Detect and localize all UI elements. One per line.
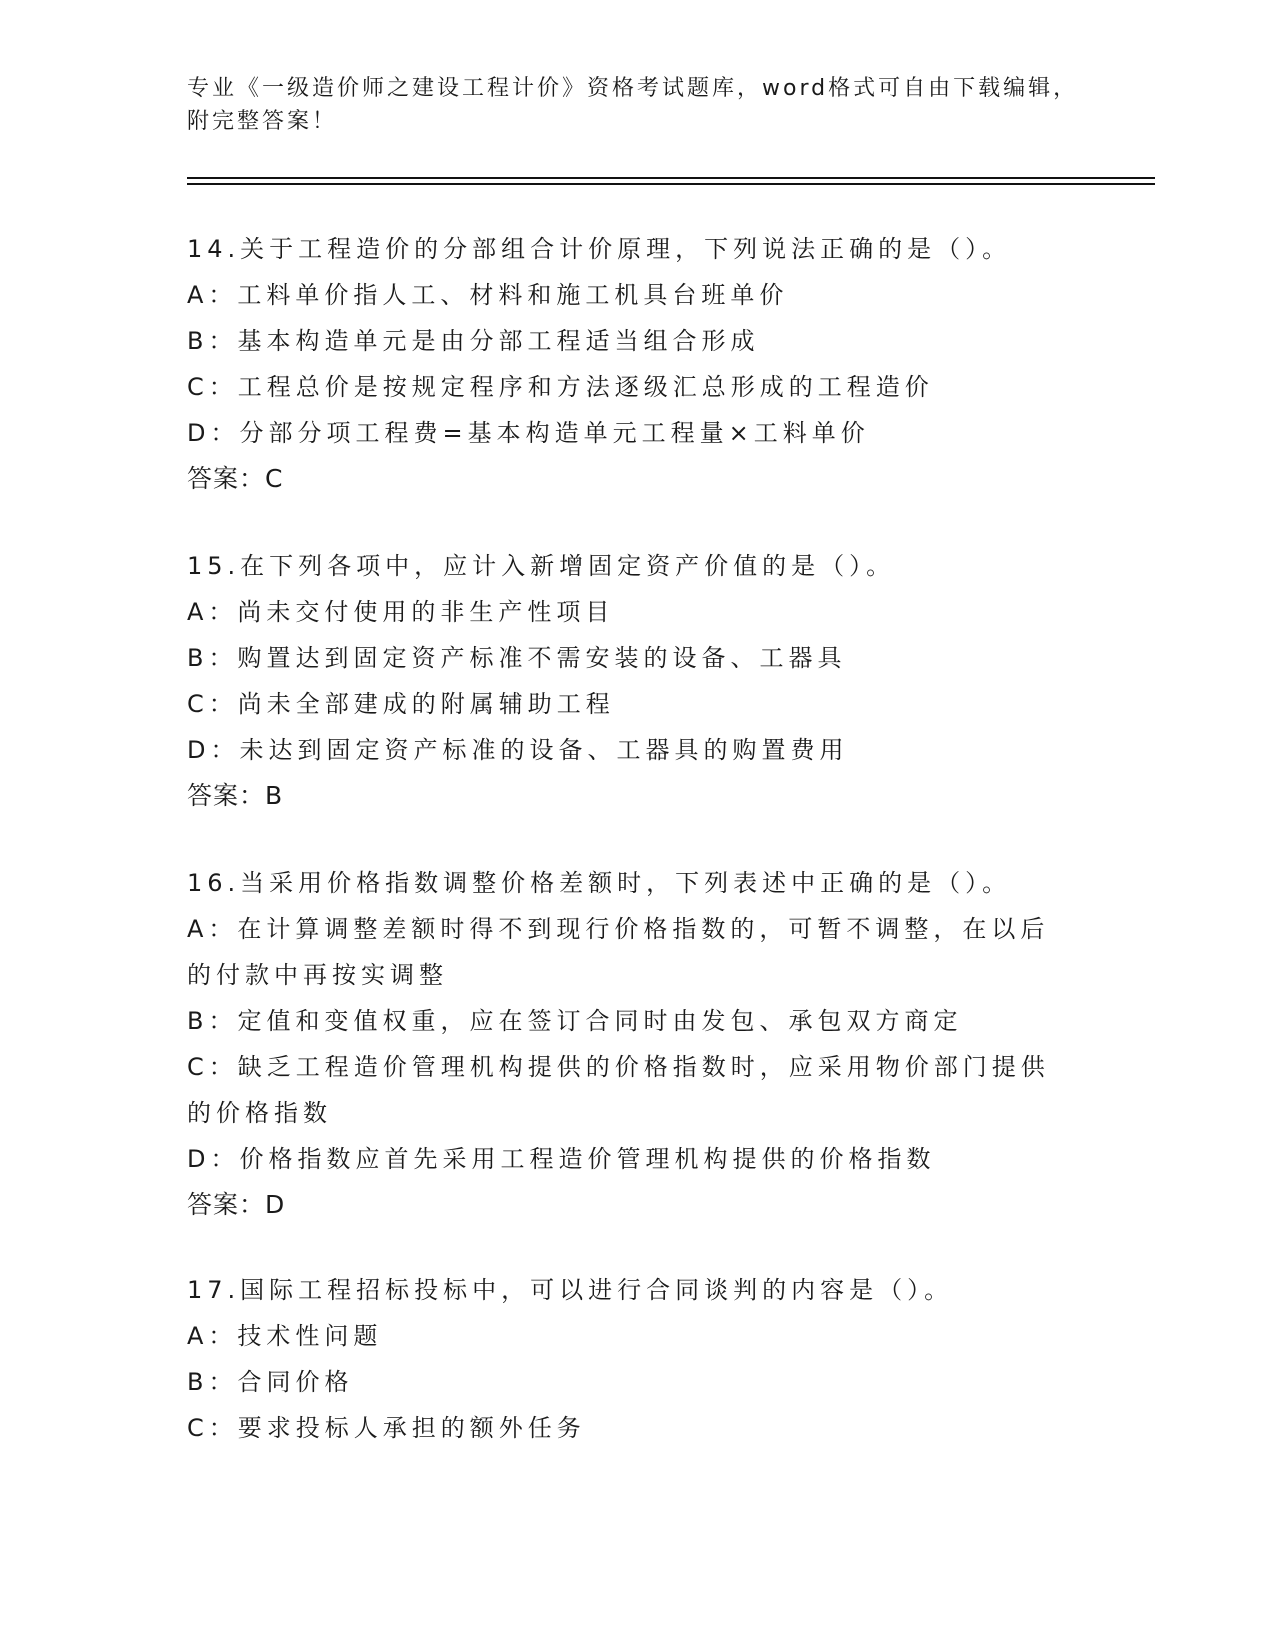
option-a: A：工料单价指人工、材料和施工机具台班单价 xyxy=(187,281,789,309)
option-c: C：缺乏工程造价管理机构提供的价格指数时，应采用物价部门提供的价格指数 xyxy=(187,1053,1050,1127)
option-b: B：合同价格 xyxy=(187,1368,354,1396)
question-16 xyxy=(187,860,1067,1228)
option-a: A：技术性问题 xyxy=(187,1322,383,1350)
option-c: C：尚未全部建成的附属辅助工程 xyxy=(187,690,615,718)
header-line-1: 专业《一级造价师之建设工程计价》资格考试题库，word格式可自由下载编辑， xyxy=(187,76,1079,101)
question-stem: 16.当采用价格指数调整价格差额时，下列表述中正确的是（）。 xyxy=(187,869,1012,897)
option-d: D：价格指数应首先采用工程造价管理机构提供的价格指数 xyxy=(187,1145,936,1173)
question-stem: 15.在下列各项中，应计入新增固定资产价值的是（）。 xyxy=(187,552,896,580)
option-d: D：未达到固定资产标准的设备、工器具的购置费用 xyxy=(187,736,849,764)
option-d: D：分部分项工程费=基本构造单元工程量×工料单价 xyxy=(187,419,870,447)
answer: 答案：C xyxy=(187,464,284,493)
question-17 xyxy=(187,1267,1087,1451)
answer: 答案：D xyxy=(187,1190,286,1219)
question-15 xyxy=(187,543,1087,819)
option-b: B：定值和变值权重，应在签订合同时由发包、承包双方商定 xyxy=(187,1007,963,1035)
question-stem: 14.关于工程造价的分部组合计价原理，下列说法正确的是（）。 xyxy=(187,235,1012,263)
document-header xyxy=(187,72,1087,138)
question-14 xyxy=(187,226,1087,502)
header-divider-top xyxy=(187,177,1155,179)
question-stem: 17.国际工程招标投标中，可以进行合同谈判的内容是（）。 xyxy=(187,1276,954,1304)
option-a: A：在计算调整差额时得不到现行价格指数的，可暂不调整，在以后的付款中再按实调整 xyxy=(187,915,1050,989)
option-b: B：购置达到固定资产标准不需安装的设备、工器具 xyxy=(187,644,847,672)
option-c: C：工程总价是按规定程序和方法逐级汇总形成的工程造价 xyxy=(187,373,934,401)
option-c: C：要求投标人承担的额外任务 xyxy=(187,1414,586,1442)
option-a: A：尚未交付使用的非生产性项目 xyxy=(187,598,615,626)
header-line-2: 附完整答案！ xyxy=(187,109,338,134)
option-b: B：基本构造单元是由分部工程适当组合形成 xyxy=(187,327,760,355)
answer: 答案：B xyxy=(187,781,284,810)
header-divider-bottom xyxy=(187,183,1155,185)
